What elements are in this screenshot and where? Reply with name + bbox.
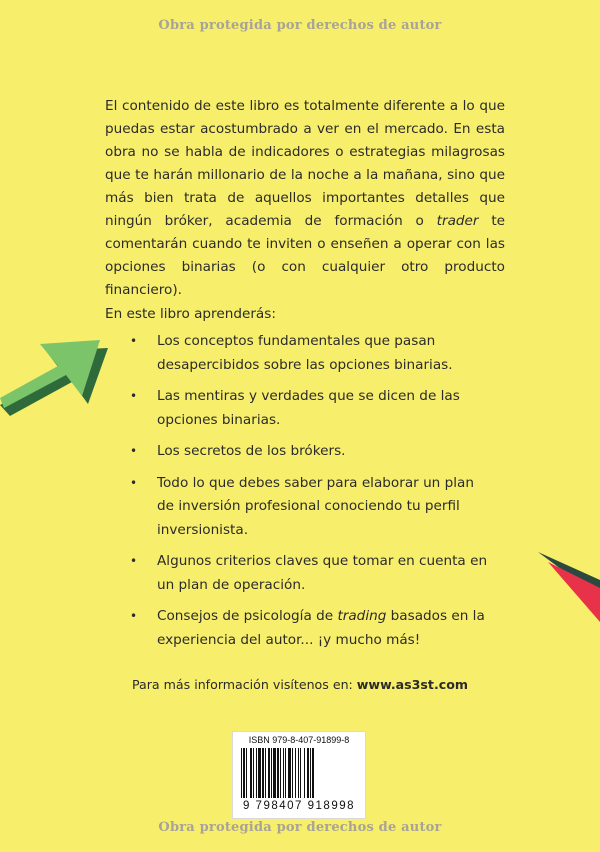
barcode-digits: 9 798407 918998 xyxy=(242,800,356,812)
red-arrow-icon xyxy=(538,552,600,622)
list-item-text-post: basados en la experiencia del autor... ¡y mucho más! xyxy=(157,608,485,648)
bullet-icon: • xyxy=(130,554,138,568)
bullet-icon: • xyxy=(130,389,138,403)
bullet-icon: • xyxy=(130,609,138,623)
barcode-bars xyxy=(241,748,357,798)
website-link[interactable]: www.as3st.com xyxy=(356,677,468,692)
watermark-top: Obra protegida por derechos de autor xyxy=(158,18,442,33)
bullet-icon: • xyxy=(130,334,138,348)
more-info-text: Para más información visítenos en: xyxy=(132,677,357,692)
intro-paragraph xyxy=(105,95,505,302)
list-item xyxy=(130,385,490,432)
green-arrow-icon xyxy=(0,318,120,428)
list-item-text: Todo lo que debes saber para elaborar un plan de inversión profesional conociendo tu perfil inversionista. xyxy=(157,474,474,538)
list-item-text: Los conceptos fundamentales que pasan desapercibidos sobre las opciones binarias. xyxy=(157,333,453,373)
benefits-list xyxy=(130,330,490,660)
bullet-icon: • xyxy=(130,444,138,458)
list-item-text-pre: Consejos de psicología de xyxy=(157,608,338,624)
list-item-text: Las mentiras y verdades que se dicen de las opciones binarias. xyxy=(157,388,460,428)
list-item-italic-trading: trading xyxy=(337,608,387,624)
list-item xyxy=(130,472,490,543)
list-item xyxy=(130,550,490,597)
list-item xyxy=(130,440,490,464)
list-item xyxy=(130,605,490,652)
intro-text-2: te comentarán cuando te inviten o enseñen a operar con las opciones binarias (o con cualquier otro producto financiero). xyxy=(105,213,506,298)
intro-text-1: El contenido de este libro es totalmente diferente a lo que puedas estar acostumbrado a ver en el mercado. En esta obra no se habla de indicadores o estrategias milagrosas que te harán millonario de la noche a la mañana, sino que más bien trata de aquellos importantes detalles que ningún bróker, academia de formación o xyxy=(105,98,505,229)
watermark-bottom: Obra protegida por derechos de autor xyxy=(158,820,442,835)
list-item xyxy=(130,330,490,377)
list-item-text: Los secretos de los brókers. xyxy=(157,443,346,459)
more-info-line xyxy=(0,677,600,692)
list-item-text: Algunos criterios claves que tomar en cuenta en un plan de operación. xyxy=(157,553,488,593)
isbn-barcode xyxy=(232,731,366,819)
intro-italic-trader: trader xyxy=(436,213,479,229)
bullet-icon: • xyxy=(130,475,138,490)
isbn-label: ISBN 979-8-407-91899-8 xyxy=(248,735,350,745)
learn-heading: En este libro aprenderás: xyxy=(105,306,276,322)
